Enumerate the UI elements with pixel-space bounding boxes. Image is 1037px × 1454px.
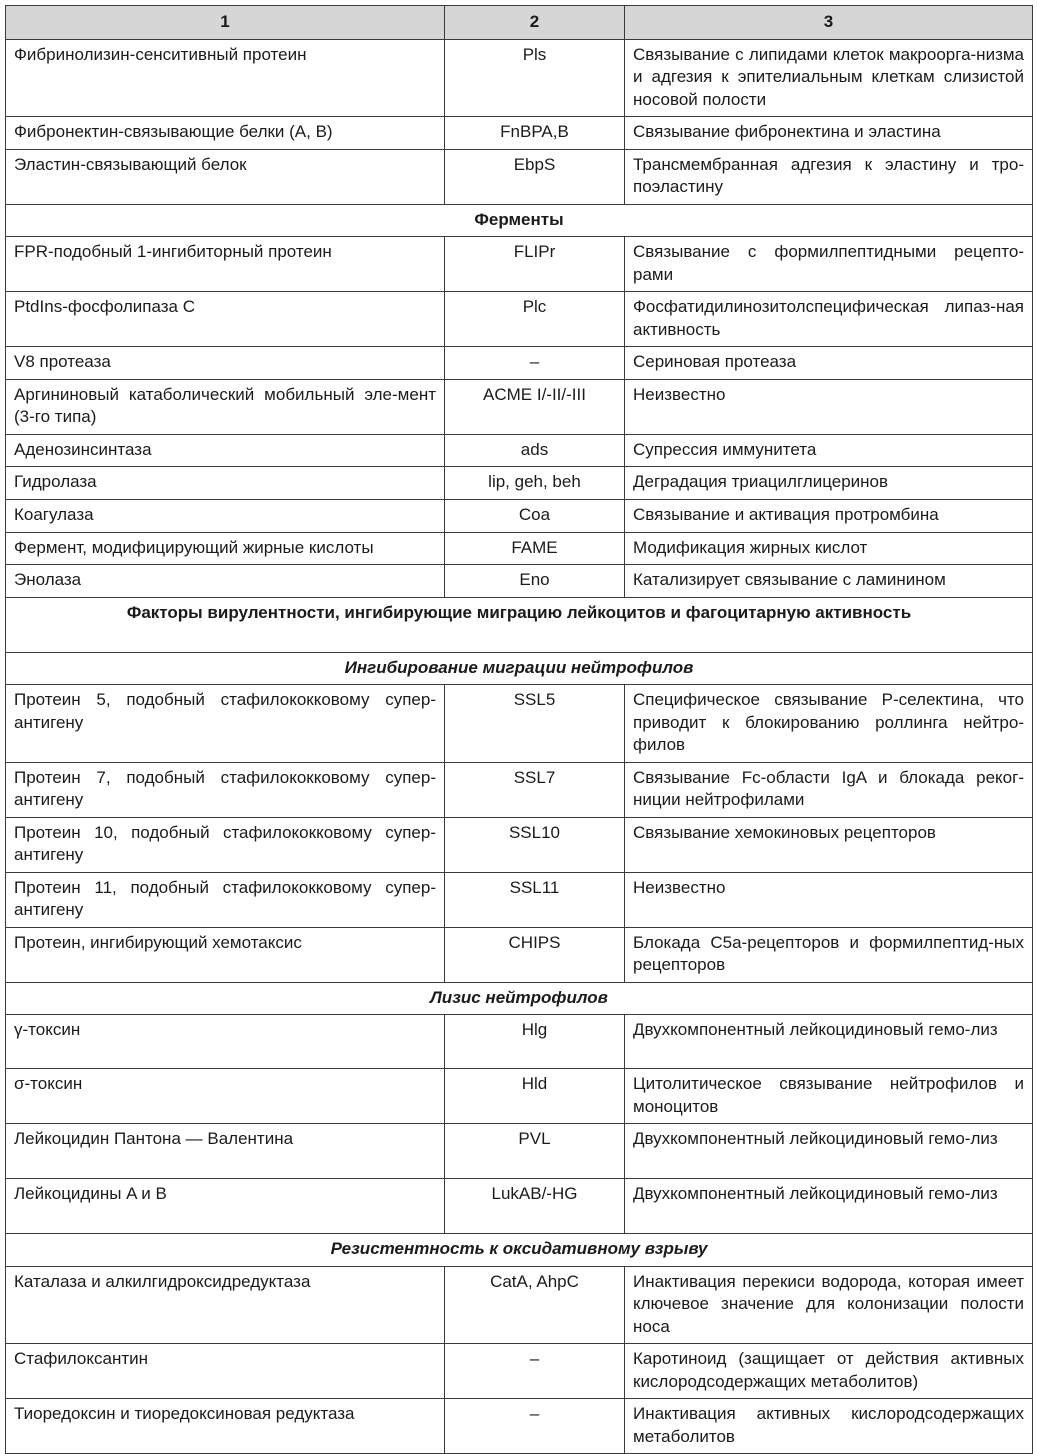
function-cell: Деградация триацилглицеринов bbox=[625, 467, 1033, 500]
table-row bbox=[6, 347, 1033, 380]
table-row bbox=[6, 1399, 1033, 1454]
gene-symbol-cell: Plc bbox=[445, 292, 625, 347]
gene-symbol-cell: EbpS bbox=[445, 149, 625, 204]
factor-name-cell: V8 протеаза bbox=[6, 347, 445, 380]
table-row bbox=[6, 1266, 1033, 1344]
function-cell: Специфическое связывание P-селектина, что приводит к блокированию роллинга нейтро-филов bbox=[625, 685, 1033, 763]
table-row bbox=[6, 39, 1033, 117]
table-row bbox=[6, 149, 1033, 204]
function-cell: Инактивация перекиси водорода, которая имеет ключевое значение для колонизации полости носа bbox=[625, 1266, 1033, 1344]
column-header-2: 2 bbox=[445, 6, 625, 40]
factor-name-cell: Аденозинсинтаза bbox=[6, 434, 445, 467]
factor-name-cell: FPR-подобный 1-ингибиторный протеин bbox=[6, 237, 445, 292]
gene-symbol-cell: SSL7 bbox=[445, 762, 625, 817]
gene-symbol-cell: PVL bbox=[445, 1124, 625, 1179]
function-cell: Катализирует связывание с ламинином bbox=[625, 565, 1033, 598]
gene-symbol-cell: SSL10 bbox=[445, 817, 625, 872]
function-cell: Неизвестно bbox=[625, 872, 1033, 927]
section-header-row bbox=[6, 204, 1033, 237]
factor-name-cell: Протеин, ингибирующий хемотаксис bbox=[6, 927, 445, 982]
subsection-header-row bbox=[6, 982, 1033, 1015]
function-cell: Каротиноид (защищает от действия активных кислородсодержащих метаболитов) bbox=[625, 1344, 1033, 1399]
gene-symbol-cell: LukAB/-HG bbox=[445, 1179, 625, 1234]
function-cell: Трансмембранная адгезия к эластину и тро-поэластину bbox=[625, 149, 1033, 204]
table-row bbox=[6, 292, 1033, 347]
gene-symbol-cell: Hld bbox=[445, 1069, 625, 1124]
function-cell: Цитолитическое связывание нейтрофилов и моноцитов bbox=[625, 1069, 1033, 1124]
factor-name-cell: Протеин 10, подобный стафилококковому супер-антигену bbox=[6, 817, 445, 872]
table-row bbox=[6, 872, 1033, 927]
function-cell: Модификация жирных кислот bbox=[625, 532, 1033, 565]
function-cell: Двухкомпонентный лейкоцидиновый гемо-лиз bbox=[625, 1179, 1033, 1234]
gene-symbol-cell: – bbox=[445, 1344, 625, 1399]
table-header bbox=[6, 6, 1033, 40]
gene-symbol-cell: ACME I/-II/-III bbox=[445, 379, 625, 434]
factor-name-cell: Фибронектин-связывающие белки (A, B) bbox=[6, 117, 445, 150]
column-header-1: 1 bbox=[6, 6, 445, 40]
section-title: Ферменты bbox=[6, 204, 1033, 237]
gene-symbol-cell: – bbox=[445, 1399, 625, 1454]
table-row bbox=[6, 434, 1033, 467]
subsection-title: Ингибирование миграции нейтрофилов bbox=[6, 652, 1033, 685]
gene-symbol-cell: – bbox=[445, 347, 625, 380]
factor-name-cell: Протеин 11, подобный стафилококковому супер-антигену bbox=[6, 872, 445, 927]
factor-name-cell: Энолаза bbox=[6, 565, 445, 598]
table-row bbox=[6, 532, 1033, 565]
gene-symbol-cell: Eno bbox=[445, 565, 625, 598]
function-cell: Фосфатидилинозитолспецифическая липаз-ная активность bbox=[625, 292, 1033, 347]
factor-name-cell: Тиоредоксин и тиоредоксиновая редуктаза bbox=[6, 1399, 445, 1454]
factor-name-cell: Стафилоксантин bbox=[6, 1344, 445, 1399]
table-row bbox=[6, 379, 1033, 434]
gene-symbol-cell: Hlg bbox=[445, 1015, 625, 1069]
function-cell: Связывание Fc-области IgA и блокада реког-ниции нейтрофилами bbox=[625, 762, 1033, 817]
factor-name-cell: Эластин-связывающий белок bbox=[6, 149, 445, 204]
table-row bbox=[6, 565, 1033, 598]
table-row bbox=[6, 467, 1033, 500]
table-row bbox=[6, 1344, 1033, 1399]
factor-name-cell: Гидролаза bbox=[6, 467, 445, 500]
table-row bbox=[6, 1124, 1033, 1179]
function-cell: Неизвестно bbox=[625, 379, 1033, 434]
function-cell: Связывание фибронектина и эластина bbox=[625, 117, 1033, 150]
table-body bbox=[6, 39, 1033, 1454]
table-row bbox=[6, 1179, 1033, 1234]
factor-name-cell: Фермент, модифицирующий жирные кислоты bbox=[6, 532, 445, 565]
table-row bbox=[6, 1069, 1033, 1124]
gene-symbol-cell: Pls bbox=[445, 39, 625, 117]
gene-symbol-cell: CatA, AhpC bbox=[445, 1266, 625, 1344]
function-cell: Связывание и активация протромбина bbox=[625, 499, 1033, 532]
gene-symbol-cell: ads bbox=[445, 434, 625, 467]
factor-name-cell: γ-токсин bbox=[6, 1015, 445, 1069]
gene-symbol-cell: lip, geh, beh bbox=[445, 467, 625, 500]
gene-symbol-cell: Coa bbox=[445, 499, 625, 532]
gene-symbol-cell: FLIPr bbox=[445, 237, 625, 292]
function-cell: Блокада C5a-рецепторов и формилпептид-ных рецепторов bbox=[625, 927, 1033, 982]
factor-name-cell: Коагулаза bbox=[6, 499, 445, 532]
factor-name-cell: Лейкоцидин Пантона — Валентина bbox=[6, 1124, 445, 1179]
subsection-title: Резистентность к оксидативному взрыву bbox=[6, 1234, 1033, 1267]
header-row bbox=[6, 6, 1033, 40]
table-row bbox=[6, 817, 1033, 872]
function-cell: Инактивация активных кислородсодержащих метаболитов bbox=[625, 1399, 1033, 1454]
gene-symbol-cell: CHIPS bbox=[445, 927, 625, 982]
factor-name-cell: Протеин 7, подобный стафилококковому супер-антигену bbox=[6, 762, 445, 817]
function-cell: Связывание с формилпептидными рецепто-рами bbox=[625, 237, 1033, 292]
function-cell: Сериновая протеаза bbox=[625, 347, 1033, 380]
function-cell: Двухкомпонентный лейкоцидиновый гемо-лиз bbox=[625, 1015, 1033, 1069]
table-row bbox=[6, 685, 1033, 763]
virulence-factors-table bbox=[5, 5, 1033, 1454]
factor-name-cell: Каталаза и алкилгидроксидредуктаза bbox=[6, 1266, 445, 1344]
factor-name-cell: Лейкоцидины A и B bbox=[6, 1179, 445, 1234]
function-cell: Двухкомпонентный лейкоцидиновый гемо-лиз bbox=[625, 1124, 1033, 1179]
section-header-row bbox=[6, 597, 1033, 652]
table-row bbox=[6, 499, 1033, 532]
factor-name-cell: Фибринолизин-сенситивный протеин bbox=[6, 39, 445, 117]
table-row bbox=[6, 762, 1033, 817]
factor-name-cell: Протеин 5, подобный стафилококковому супер-антигену bbox=[6, 685, 445, 763]
gene-symbol-cell: SSL11 bbox=[445, 872, 625, 927]
function-cell: Связывание с липидами клеток макроорга-низма и адгезия к эпителиальным клеткам слизистой носовой полости bbox=[625, 39, 1033, 117]
subsection-title: Лизис нейтрофилов bbox=[6, 982, 1033, 1015]
table-row bbox=[6, 237, 1033, 292]
table-row bbox=[6, 927, 1033, 982]
factor-name-cell: PtdIns-фосфолипаза C bbox=[6, 292, 445, 347]
factor-name-cell: Аргининовый катаболический мобильный эле-мент (3-го типа) bbox=[6, 379, 445, 434]
section-title: Факторы вирулентности, ингибирующие миграцию лейкоцитов и фагоцитарную активность bbox=[6, 597, 1033, 652]
subsection-header-row bbox=[6, 652, 1033, 685]
function-cell: Супрессия иммунитета bbox=[625, 434, 1033, 467]
factor-name-cell: σ-токсин bbox=[6, 1069, 445, 1124]
function-cell: Связывание хемокиновых рецепторов bbox=[625, 817, 1033, 872]
table-row bbox=[6, 1015, 1033, 1069]
column-header-3: 3 bbox=[625, 6, 1033, 40]
gene-symbol-cell: FAME bbox=[445, 532, 625, 565]
subsection-header-row bbox=[6, 1234, 1033, 1267]
gene-symbol-cell: SSL5 bbox=[445, 685, 625, 763]
gene-symbol-cell: FnBPA,B bbox=[445, 117, 625, 150]
table-row bbox=[6, 117, 1033, 150]
